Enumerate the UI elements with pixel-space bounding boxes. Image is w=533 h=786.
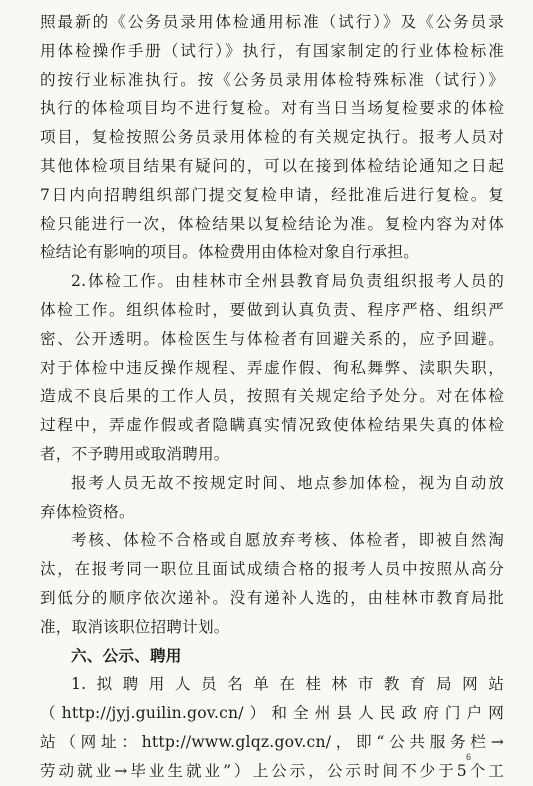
paragraph-line: 执行的体检项目均不进行复检。对有当日当场复检要求的体检 [40, 99, 504, 118]
paragraph-line: 到低分的顺序依次递补。没有递补人选的，由桂林市教育局批 [40, 588, 504, 607]
paragraph-line: 检只能进行一次，体检结果以复检结论为准。复检内容为对体 [40, 214, 504, 233]
paragraph-line: 照最新的《公务员录用体检通用标准（试行）》及《公务员录 [40, 13, 504, 31]
paragraph-line: 站（网址：http://www.glqz.gov.cn/，即“公共服务栏→ [40, 732, 504, 751]
paragraph-line: 对于体检中违反操作规程、弄虚作假、徇私舞弊、渎职失职， [40, 358, 504, 377]
page-number: 6 [465, 752, 471, 762]
paragraph-line: 准，取消该职位招聘计划。 [40, 617, 230, 636]
document-body [40, 8, 504, 786]
section-heading: 六、公示、聘用 [71, 646, 182, 665]
paragraph-line: 的按行业标准执行。按《公务员录用体检特殊标准（试行）》 [40, 70, 504, 89]
paragraph-line: 弃体检资格。 [40, 502, 135, 521]
paragraph-line: 其他体检项目结果有疑问的，可以在接到体检结论通知之日起 [40, 156, 504, 175]
paragraph-line: 者，不予聘用或取消聘用。 [40, 444, 230, 463]
paragraph-line: 用体检操作手册（试行）》执行，有国家制定的行业体检标准 [40, 41, 504, 60]
paragraph-line: 7日内向招聘组织部门提交复检申请，经批准后进行复检。复 [40, 185, 504, 204]
paragraph-line: 检结论有影响的项目。体检费用由体检对象自行承担。 [40, 243, 420, 262]
paragraph-line: 体检工作。组织体检时，要做到认真负责、程序严格、组织严 [40, 300, 504, 319]
paragraph-line: 密、公开透明。体检医生与体检者有回避关系的，应予回避。 [40, 329, 504, 348]
paragraph-line: 项目，复检按照公务员录用体检的有关规定执行。报考人员对 [40, 128, 504, 147]
paragraph-line: 报考人员无故不按规定时间、地点参加体检，视为自动放 [71, 473, 504, 492]
paragraph-line: 造成不良后果的工作人员，按照有关规定给予处分。对在体检 [40, 387, 504, 406]
paragraph-line: （http://jyj.guilin.gov.cn/）和全州县人民政府门户网 [40, 704, 504, 723]
paragraph-line: 1.拟聘用人员名单在桂林市教育局网站 [71, 675, 504, 694]
paragraph-line: 2.体检工作。由桂林市全州县教育局负责组织报考人员的 [71, 272, 504, 291]
paragraph-line: 汰，在报考同一职位且面试成绩合格的报考人员中按照从高分 [40, 560, 504, 579]
paragraph-line: 劳动就业→毕业生就业”）上公示，公示时间不少于5个工 [40, 761, 504, 780]
paragraph-line: 过程中，弄虚作假或者隐瞒真实情况致使体检结果失真的体检 [40, 416, 504, 435]
paragraph-line: 考核、体检不合格或自愿放弃考核、体检者，即被自然淘 [71, 531, 504, 550]
